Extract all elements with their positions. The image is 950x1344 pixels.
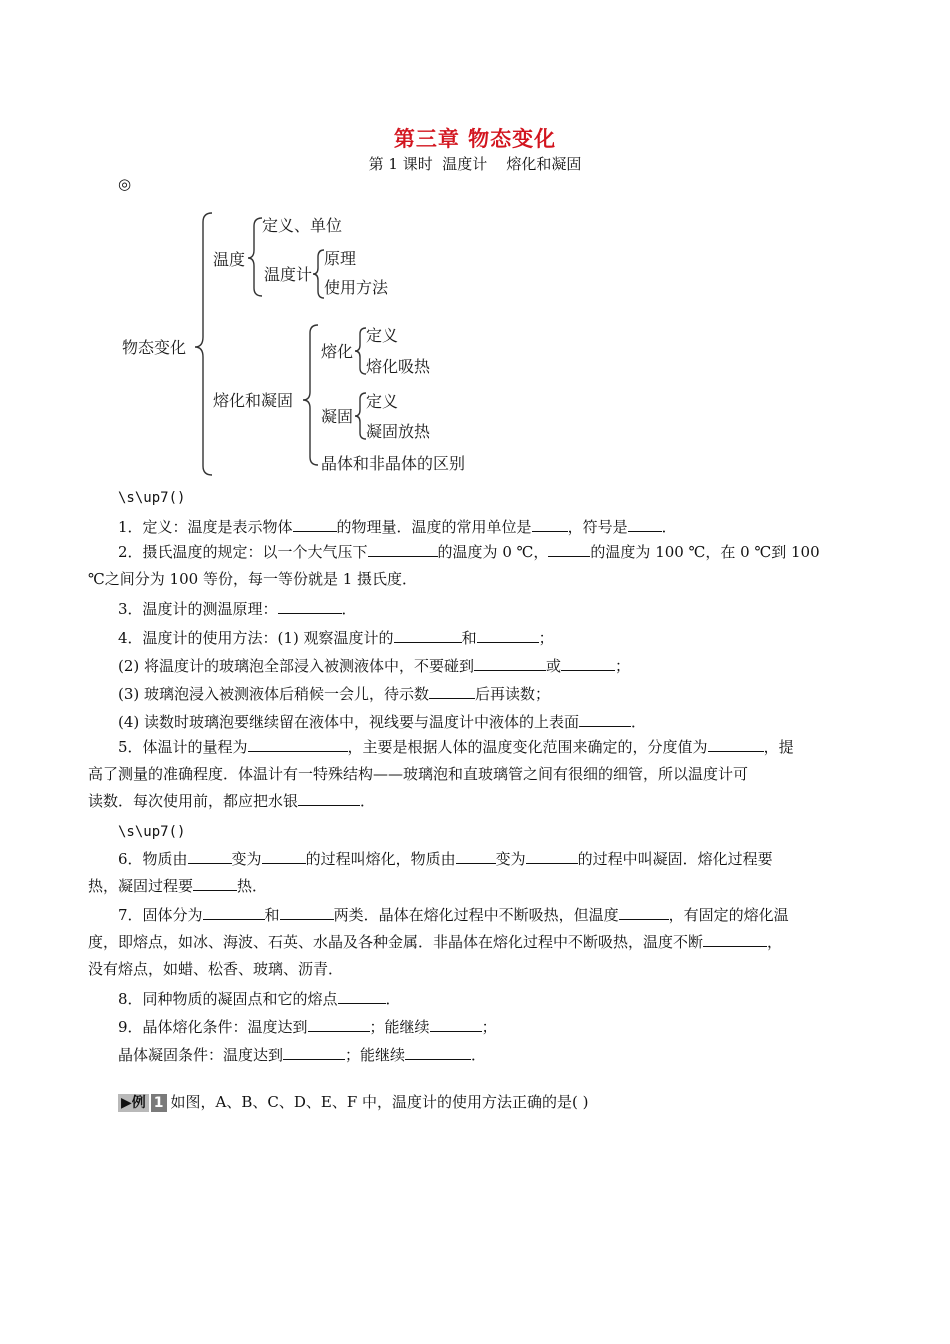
question-9: 9．晶体熔化条件：温度达到 ；能继续 ；: [118, 1018, 497, 1036]
wenduji-brace: [313, 250, 324, 298]
mm-shiyong: 使用方法: [324, 278, 389, 297]
root-brace: [195, 213, 212, 475]
example-number: 1: [151, 1094, 167, 1112]
mind-map: [0, 0, 950, 490]
mm-yuanli: 原理: [324, 249, 357, 268]
mm-wendu: 温度: [213, 250, 246, 269]
question-7: 7．固体分为 和 两类．晶体在熔化过程中不断吸热，但温度 ，有固定的熔化温 度，即熔点，如冰、海波、石英、水晶及各种金属．非晶体在熔化过程中不断吸热，温度不断 ， 没有熔点，如蜡、松香、玻璃、沥青．: [88, 906, 789, 978]
mm-dingyi-danwei: 定义、单位: [262, 216, 343, 235]
question-4-4: (4) 读数时玻璃泡要继续留在液体中，视线要与温度计中液体的上表面 ．: [118, 713, 647, 731]
mm-ronghua-ninggu: 熔化和凝固: [213, 391, 294, 410]
question-4-2: (2) 将温度计的玻璃泡全部浸入被测液体中，不要碰到 或 ；: [118, 657, 631, 675]
mm-quhe: 晶体和非晶体的区别: [321, 454, 466, 473]
lesson-subtitle: 第 1 课时 温度计 熔化和凝固: [368, 155, 582, 173]
example-badge: ▶例: [118, 1094, 149, 1112]
mm-ng-dingyi: 定义: [366, 392, 399, 411]
mm-wenduji: 温度计: [264, 265, 313, 284]
mm-ng-fangre: 凝固放热: [366, 422, 431, 441]
question-5: 5．体温计的量程为 ，主要是根据人体的温度变化范围来确定的，分度值为 ，提 高了测量的准确程度．体温计有一特殊结构——玻璃泡和直玻璃管之间有很细的细管，所以温度计可 读数．每次使用前，都应把水银 ．: [88, 738, 794, 810]
mm-rh-dingyi: 定义: [366, 326, 399, 345]
code-marker-2: \s\up7(): [118, 824, 186, 840]
question-6: 6．物质由 变为 的过程叫熔化，物质由 变为 的过程中叫凝固．熔化过程要 热，凝固过程要 热．: [88, 850, 773, 895]
question-4-3: (3) 玻璃泡浸入被测液体后稍候一会儿，待示数 后再读数；: [118, 685, 551, 703]
code-marker-1: \s\up7(): [118, 490, 186, 506]
ronghua-ninggu-brace: [303, 325, 318, 465]
mm-ronghua: 熔化: [321, 342, 354, 361]
chapter-title: 第三章 物态变化: [393, 127, 557, 151]
mm-rh-xire: 熔化吸热: [366, 357, 431, 376]
section-mark: ◎: [118, 175, 132, 193]
question-8: 8．同种物质的凝固点和它的熔点 ．: [118, 990, 401, 1008]
question-1: 1．定义：温度是表示物体 的物理量．温度的常用单位是 ，符号是 ．: [118, 518, 677, 536]
ronghua-brace: [355, 328, 366, 374]
example-text: 如图，A、B、C、D、E、F 中，温度计的使用方法正确的是( ): [170, 1093, 589, 1111]
question-2: 2．摄氏温度的规定：以一个大气压下 的温度为 0 ℃， 的温度为 100 ℃，在 0 ℃到 100 ℃之间分为 100 等份，每一等份就是 1 摄氏度．: [88, 543, 820, 588]
wendu-brace: [248, 218, 262, 296]
question-4: 4．温度计的使用方法：(1) 观察温度计的 和 ；: [118, 629, 554, 647]
question-9-2: 晶体凝固条件：温度达到 ；能继续 ．: [118, 1046, 487, 1064]
ninggu-brace: [355, 393, 366, 439]
question-3: 3．温度计的测温原理： ．: [118, 600, 357, 618]
example-1: [118, 1092, 589, 1112]
mm-root: 物态变化: [122, 338, 187, 357]
mm-ninggu: 凝固: [321, 407, 354, 426]
